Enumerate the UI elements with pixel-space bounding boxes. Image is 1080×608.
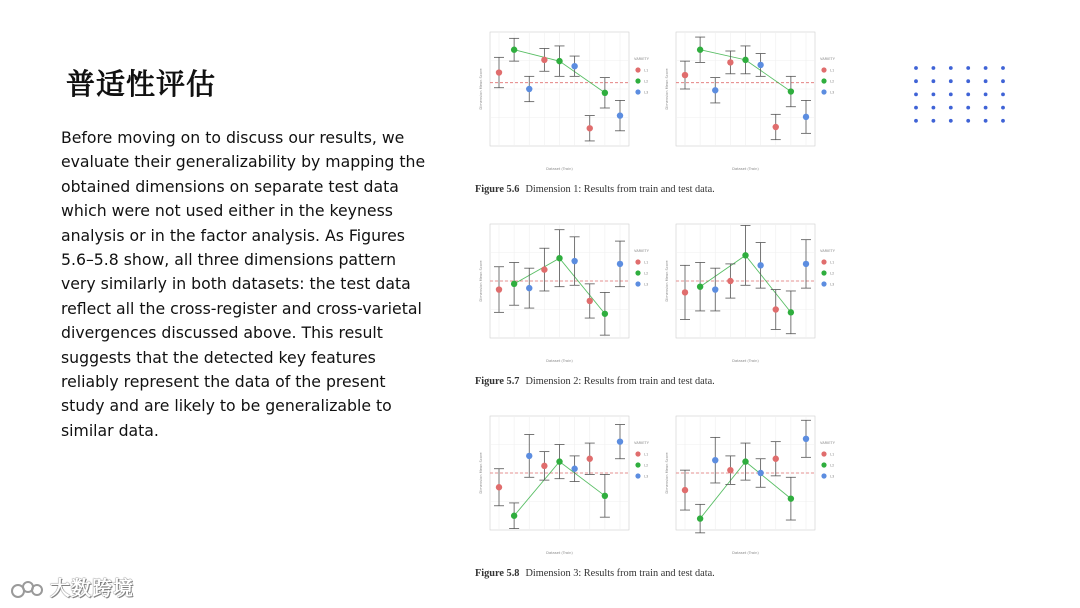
chart-panel	[665, 416, 836, 555]
figure-5-6-caption	[475, 184, 826, 195]
chart-panel	[665, 32, 836, 171]
data-point	[511, 513, 517, 519]
data-point	[757, 62, 763, 68]
dot	[932, 106, 936, 110]
data-point	[556, 58, 562, 64]
data-point	[682, 487, 688, 493]
data-point	[757, 470, 763, 476]
dot	[984, 66, 988, 70]
legend-marker	[821, 259, 826, 264]
x-axis-label: Dataset (Train)	[732, 359, 759, 363]
data-point	[773, 456, 779, 462]
data-point	[617, 438, 623, 444]
legend-marker	[821, 281, 826, 286]
dot	[966, 106, 970, 110]
figure-caption-text: Dimension 3: Results from train and test data.	[525, 568, 715, 579]
data-point	[571, 466, 577, 472]
dot	[914, 79, 918, 83]
figure-caption-text: Dimension 1: Results from train and test data.	[525, 184, 715, 195]
data-point	[712, 87, 718, 93]
legend-marker	[635, 281, 640, 286]
y-axis-label: Dimension Mean Score	[665, 452, 669, 494]
data-point	[587, 298, 593, 304]
chart-panel	[479, 416, 650, 555]
data-point	[541, 57, 547, 63]
watermark-text: 大数跨境	[50, 576, 134, 600]
data-point	[602, 90, 608, 96]
legend-title: VARIETY	[634, 441, 649, 445]
data-point	[742, 57, 748, 63]
dot	[914, 119, 918, 123]
figure-5-7	[466, 218, 835, 387]
dot	[984, 79, 988, 83]
legend-title: VARIETY	[820, 57, 835, 61]
legend-marker	[821, 67, 826, 72]
watermark-logo-icon	[10, 579, 46, 601]
x-axis-label: Dataset (Train)	[732, 551, 759, 555]
data-point	[742, 252, 748, 258]
y-axis-label: Dimension Mean Score	[479, 260, 483, 302]
legend-entry-label: L3	[830, 90, 835, 95]
legend-entry-label: L3	[644, 474, 649, 479]
data-point	[511, 47, 517, 53]
data-point	[697, 515, 703, 521]
legend-marker	[635, 67, 640, 72]
legend-marker	[821, 270, 826, 275]
figure-5-7-chart	[466, 218, 835, 374]
dot	[932, 119, 936, 123]
data-point	[788, 309, 794, 315]
dot	[966, 93, 970, 97]
data-point	[788, 88, 794, 94]
dot	[932, 93, 936, 97]
legend-marker	[635, 89, 640, 94]
dot	[914, 66, 918, 70]
data-point	[526, 86, 532, 92]
y-axis-label: Dimension Mean Score	[479, 68, 483, 110]
dot	[949, 106, 953, 110]
data-point	[727, 278, 733, 284]
legend-marker	[635, 78, 640, 83]
data-point	[526, 285, 532, 291]
legend-marker	[821, 451, 826, 456]
x-axis-label: Dataset (Train)	[546, 551, 573, 555]
data-point	[571, 63, 577, 69]
data-point	[496, 286, 502, 292]
legend-entry-label: L2	[644, 271, 649, 276]
data-point	[511, 281, 517, 287]
dot	[949, 79, 953, 83]
data-point	[773, 306, 779, 312]
legend-entry-label: L3	[644, 282, 649, 287]
legend-title: VARIETY	[820, 249, 835, 253]
data-point	[496, 484, 502, 490]
dot	[1001, 119, 1005, 123]
data-point	[526, 453, 532, 459]
figure-caption-text: Dimension 2: Results from train and test data.	[525, 376, 715, 387]
dot	[984, 106, 988, 110]
figure-5-6	[466, 26, 835, 195]
figure-number: Figure 5.6	[475, 184, 520, 195]
dot	[914, 106, 918, 110]
legend-entry-label: L2	[830, 271, 835, 276]
data-point	[617, 112, 623, 118]
data-point	[742, 458, 748, 464]
dot	[984, 93, 988, 97]
legend-marker	[821, 473, 826, 478]
x-axis-label: Dataset (Train)	[546, 167, 573, 171]
dot	[1001, 66, 1005, 70]
data-point	[803, 436, 809, 442]
data-point	[757, 262, 763, 268]
legend-marker	[821, 78, 826, 83]
dot	[932, 79, 936, 83]
legend-entry-label: L2	[830, 463, 835, 468]
data-point	[803, 114, 809, 120]
legend-entry-label: L1	[644, 260, 649, 265]
legend-marker	[635, 473, 640, 478]
dot	[914, 93, 918, 97]
data-point	[587, 456, 593, 462]
figure-5-7-caption	[475, 376, 826, 387]
data-point	[727, 59, 733, 65]
legend-marker	[821, 89, 826, 94]
x-axis-label: Dataset (Train)	[732, 167, 759, 171]
data-point	[682, 72, 688, 78]
data-point	[727, 467, 733, 473]
watermark	[10, 572, 134, 601]
data-point	[571, 258, 577, 264]
data-point	[556, 458, 562, 464]
legend-marker	[635, 462, 640, 467]
body-paragraph: Before moving on to discuss our results, we evaluate their generalizability by mapping the obtained dimensions on separate test data which were not used either in the keyness analysis or in the factor analysis. As Figures 5.6–5.8 show, all three dimensions pattern very similarly in both datasets: the test data reflect all the cross-register and cross-varietal divergences discussed above. This result suggests that the detected key features reliably represent the data of the present study and are likely to be generalizable to similar data.	[61, 128, 426, 440]
data-point	[682, 289, 688, 295]
dot	[966, 79, 970, 83]
data-point	[587, 125, 593, 131]
figure-5-6-chart	[466, 26, 835, 182]
data-point	[602, 311, 608, 317]
legend-entry-label: L2	[644, 79, 649, 84]
dot	[966, 119, 970, 123]
dot	[984, 119, 988, 123]
legend-title: VARIETY	[820, 441, 835, 445]
figure-5-8	[466, 410, 835, 579]
legend-marker	[635, 451, 640, 456]
dot	[1001, 106, 1005, 110]
dot	[949, 66, 953, 70]
data-point	[617, 261, 623, 267]
data-point	[541, 266, 547, 272]
legend-entry-label: L3	[830, 282, 835, 287]
slide-title: 普适性评估	[66, 67, 217, 101]
data-point	[773, 124, 779, 130]
y-axis-label: Dimension Mean Score	[665, 260, 669, 302]
dot	[1001, 93, 1005, 97]
data-point	[712, 286, 718, 292]
legend-entry-label: L2	[830, 79, 835, 84]
figure-5-8-caption	[475, 568, 826, 579]
figure-number: Figure 5.8	[475, 568, 520, 579]
data-point	[788, 495, 794, 501]
data-point	[697, 284, 703, 290]
y-axis-label: Dimension Mean Score	[665, 68, 669, 110]
legend-marker	[635, 270, 640, 275]
data-point	[803, 261, 809, 267]
decorative-dot-grid	[910, 62, 1010, 126]
legend-entry-label: L3	[830, 474, 835, 479]
data-point	[541, 463, 547, 469]
legend-title: VARIETY	[634, 249, 649, 253]
legend-entry-label: L2	[644, 463, 649, 468]
legend-entry-label: L1	[830, 260, 835, 265]
legend-entry-label: L1	[644, 68, 649, 73]
data-point	[602, 493, 608, 499]
legend-entry-label: L1	[644, 452, 649, 457]
dot	[949, 93, 953, 97]
dot	[949, 119, 953, 123]
y-axis-label: Dimension Mean Score	[479, 452, 483, 494]
dot	[1001, 79, 1005, 83]
legend-entry-label: L1	[830, 68, 835, 73]
data-point	[697, 47, 703, 53]
chart-panel	[479, 32, 650, 171]
x-axis-label: Dataset (Train)	[546, 359, 573, 363]
chart-panel	[665, 224, 836, 363]
legend-entry-label: L3	[644, 90, 649, 95]
dot	[966, 66, 970, 70]
figure-5-8-chart	[466, 410, 835, 566]
legend-marker	[635, 259, 640, 264]
figure-number: Figure 5.7	[475, 376, 520, 387]
legend-title: VARIETY	[634, 57, 649, 61]
dot	[932, 66, 936, 70]
legend-marker	[821, 462, 826, 467]
legend-entry-label: L1	[830, 452, 835, 457]
data-point	[496, 69, 502, 75]
chart-panel	[479, 224, 650, 363]
data-point	[712, 457, 718, 463]
data-point	[556, 255, 562, 261]
